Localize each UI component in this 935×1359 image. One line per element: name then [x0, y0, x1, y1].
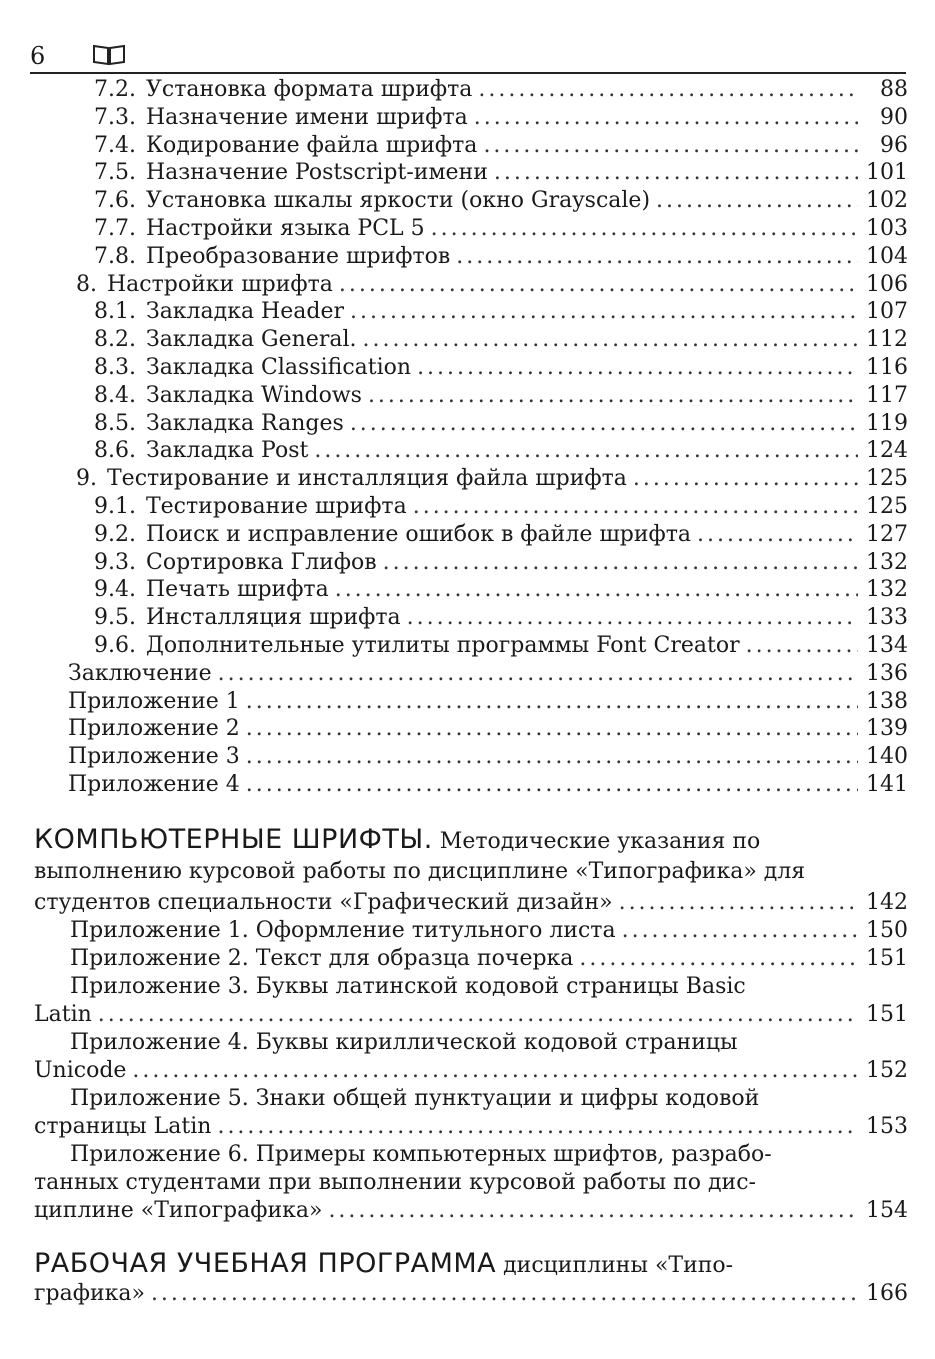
- toc-page: 142: [866, 890, 908, 915]
- toc-leader: [656, 187, 858, 215]
- toc-title: Заключение: [68, 660, 212, 686]
- appendix-row: [70, 945, 908, 973]
- toc-row: [94, 215, 908, 243]
- toc-row: [76, 271, 908, 299]
- toc-leader: [579, 945, 858, 973]
- toc-number: 8.1.: [94, 299, 136, 325]
- toc-row: [94, 437, 908, 465]
- toc-leader: [474, 104, 858, 132]
- toc-row: [94, 493, 908, 521]
- toc-title: Кодирование файла шрифта: [145, 132, 478, 158]
- toc-row: [94, 104, 908, 132]
- toc-leader: [246, 743, 858, 771]
- toc-page: 166: [866, 1281, 908, 1306]
- toc-title: Поиск и исправление ошибок в файле шрифта: [145, 521, 692, 547]
- toc-leader: [407, 604, 858, 632]
- toc-page: 139: [866, 716, 908, 742]
- toc-number: 8.3.: [94, 355, 136, 380]
- toc-title: Установка формата шрифта: [145, 77, 473, 102]
- toc-leader: [335, 576, 858, 604]
- appendix-line: Приложение 6. Примеры компьютерных шрифтов, разрабо-: [70, 1142, 772, 1167]
- toc-leader: [633, 465, 858, 493]
- toc-leader: [746, 632, 858, 660]
- toc-row: [68, 715, 908, 743]
- section-title-caps: РАБОЧАЯ УЧЕБНАЯ ПРОГРАММА: [34, 1248, 497, 1279]
- toc-row: [94, 132, 908, 160]
- toc-page: 88: [880, 77, 908, 102]
- toc-leader: [456, 243, 858, 271]
- appendix-line: танных студентами при выполнении курсовой работы по дис-: [34, 1170, 756, 1195]
- toc-title: циплине «Типографика»: [34, 1198, 323, 1223]
- toc-page: 154: [866, 1198, 908, 1223]
- toc-page: 152: [866, 1058, 908, 1083]
- toc-title: Приложение 2: [68, 716, 240, 742]
- toc-title: Тестирование и инсталляция файла шрифта: [107, 466, 627, 492]
- appendix-row: [34, 1197, 908, 1225]
- toc-leader: [478, 76, 858, 104]
- toc-title: Приложение 1: [68, 688, 240, 714]
- toc-title: Закладка Windows: [145, 382, 362, 408]
- toc-leader: [98, 1001, 858, 1029]
- toc-title: графика»: [34, 1281, 145, 1306]
- toc-page: 136: [866, 660, 908, 686]
- toc-page: 140: [866, 744, 908, 770]
- toc-title: Настройки шрифта: [107, 271, 333, 297]
- toc-leader: [697, 521, 858, 549]
- toc-title: Тестирование шрифта: [145, 494, 407, 519]
- toc-page: 150: [866, 918, 908, 943]
- toc-row: [94, 76, 908, 104]
- toc-title: Unicode: [34, 1058, 127, 1083]
- toc-title: Закладка General.: [145, 327, 357, 353]
- toc-number: 9.: [76, 466, 97, 492]
- toc-title: Закладка Post: [145, 438, 309, 464]
- toc-leader: [431, 215, 858, 243]
- toc-page: 127: [866, 521, 908, 547]
- toc-page: 133: [866, 605, 908, 631]
- toc-page: 112: [866, 327, 908, 353]
- toc-row: [94, 576, 908, 604]
- toc-number: 8.6.: [94, 438, 136, 464]
- toc-number: 7.4.: [94, 132, 136, 158]
- toc-number: 9.5.: [94, 605, 136, 631]
- toc-title: Печать шрифта: [145, 577, 329, 603]
- toc-leader: [417, 354, 858, 382]
- toc-page: 119: [866, 410, 908, 436]
- toc-leader: [619, 889, 858, 917]
- toc-page: 151: [866, 1002, 908, 1027]
- toc-row: [94, 298, 908, 326]
- toc-number: 8.2.: [94, 327, 136, 353]
- appendix-line: Приложение 3. Буквы латинской кодовой страницы Basic: [70, 974, 746, 999]
- appendix-row: [34, 1057, 908, 1085]
- toc-row: [94, 243, 908, 271]
- toc-number: 8.4.: [94, 382, 136, 408]
- section-title-line: [34, 1250, 733, 1280]
- toc-number: 9.2.: [94, 521, 136, 547]
- book-icon: [92, 42, 126, 66]
- toc-row: [94, 604, 908, 632]
- toc-page: 102: [866, 188, 908, 214]
- section-title-rest: Методические указания по: [432, 829, 761, 854]
- toc-page: 90: [880, 104, 908, 130]
- toc-page: 141: [866, 772, 908, 797]
- toc-page: 96: [880, 132, 908, 158]
- section-title-line-3: [34, 889, 908, 917]
- toc-page: 151: [866, 946, 908, 971]
- toc-row: [94, 354, 908, 382]
- toc-page: 125: [866, 494, 908, 519]
- toc-title: Инсталляция шрифта: [145, 605, 401, 631]
- page-number: 6: [30, 42, 46, 70]
- toc-leader: [350, 298, 858, 326]
- toc-page: 103: [866, 216, 908, 241]
- toc-page: 125: [866, 466, 908, 492]
- toc-row: [94, 159, 908, 187]
- toc-title: Закладка Classification: [145, 355, 412, 380]
- toc-row: [94, 521, 908, 549]
- toc-row: [94, 326, 908, 354]
- toc-leader: [413, 493, 858, 521]
- toc-page: 132: [866, 577, 908, 603]
- toc-page: 132: [866, 549, 908, 575]
- toc-page: 124: [866, 438, 908, 464]
- toc-title: Установка шкалы яркости (окно Grayscale): [145, 188, 651, 214]
- toc-leader: [246, 771, 858, 799]
- toc-row: [68, 660, 908, 688]
- toc-title: Закладка Ranges: [145, 410, 344, 436]
- toc-number: 8.5.: [94, 410, 136, 436]
- toc-number: 8.: [76, 271, 97, 297]
- toc-title: Приложение 2. Текст для образца почерка: [70, 946, 574, 971]
- toc-leader: [151, 1280, 858, 1308]
- toc-title: Назначение Postscript-имени: [145, 160, 488, 186]
- appendix-line: Приложение 4. Буквы кириллической кодовой страницы: [70, 1030, 738, 1055]
- toc-row: [94, 549, 908, 577]
- toc-row: [68, 743, 908, 771]
- toc-page: 106: [866, 271, 908, 297]
- toc-number: 9.3.: [94, 549, 136, 575]
- page-header: [30, 38, 906, 74]
- toc-leader: [218, 660, 858, 688]
- appendix-row: [34, 1001, 908, 1029]
- section-title-line: [34, 826, 908, 856]
- toc-title: Настройки языка PCL 5: [145, 216, 425, 241]
- toc-number: 7.2.: [94, 77, 136, 102]
- toc-page: 117: [866, 382, 908, 408]
- toc-row: [76, 465, 908, 493]
- section-title-rest: дисциплины «Типо-: [496, 1253, 734, 1278]
- toc-number: 7.8.: [94, 243, 136, 269]
- toc-number: 9.1.: [94, 494, 136, 519]
- toc-leader: [246, 688, 858, 716]
- toc-title: Приложение 4: [68, 772, 240, 797]
- toc-number: 7.7.: [94, 216, 136, 241]
- toc-title: Приложение 1. Оформление титульного листа: [70, 918, 616, 943]
- toc-leader: [494, 159, 858, 187]
- toc-leader: [350, 410, 858, 438]
- toc-page: 101: [866, 160, 908, 186]
- section-title-line-2: выполнению курсовой работы по дисциплине «Типографика» для: [34, 859, 806, 884]
- toc-title: Назначение имени шрифта: [145, 104, 468, 130]
- toc-row: [94, 382, 908, 410]
- appendix-line: Приложение 5. Знаки общей пунктуации и цифры кодовой: [70, 1086, 760, 1111]
- toc-title: Latin: [34, 1002, 92, 1027]
- toc-leader: [217, 1113, 858, 1141]
- toc-title: страницы Latin: [34, 1114, 212, 1139]
- toc-leader: [363, 326, 859, 354]
- toc-leader: [132, 1057, 858, 1085]
- toc-row: [68, 771, 908, 799]
- toc-number: 7.6.: [94, 188, 136, 214]
- toc-title: Закладка Header: [145, 299, 344, 325]
- toc-leader: [483, 132, 858, 160]
- toc-number: 9.6.: [94, 633, 136, 658]
- toc-title: Преобразование шрифтов: [145, 243, 451, 269]
- toc-leader: [314, 437, 858, 465]
- toc-page: 107: [866, 299, 908, 325]
- toc-page: 138: [866, 688, 908, 714]
- appendix-row: [34, 1113, 908, 1141]
- toc-title: Приложение 3: [68, 744, 240, 770]
- section-title-line-2: [34, 1280, 908, 1308]
- toc-number: 9.4.: [94, 577, 136, 603]
- toc-page: 153: [866, 1114, 908, 1139]
- appendix-row: [70, 917, 908, 945]
- toc-number: 7.5.: [94, 160, 136, 186]
- toc-page: 134: [866, 633, 908, 658]
- toc-row: [94, 632, 908, 660]
- toc-title: студентов специальности «Графический дизайн»: [34, 890, 613, 915]
- toc-number: 7.3.: [94, 104, 136, 130]
- toc-leader: [246, 715, 858, 743]
- toc-row: [68, 688, 908, 716]
- toc-leader: [368, 382, 858, 410]
- toc-leader: [622, 917, 858, 945]
- toc-row: [94, 187, 908, 215]
- toc-title: Дополнительные утилиты программы Font Creator: [145, 633, 740, 658]
- toc-leader: [328, 1197, 858, 1225]
- section-title-caps: КОМПЬЮТЕРНЫЕ ШРИФТЫ.: [34, 824, 433, 855]
- toc-leader: [383, 549, 858, 577]
- toc-row: [94, 410, 908, 438]
- toc-page: 116: [866, 355, 908, 380]
- toc-page: 104: [866, 243, 908, 269]
- toc-leader: [339, 271, 858, 299]
- toc-title: Сортировка Глифов: [145, 549, 377, 575]
